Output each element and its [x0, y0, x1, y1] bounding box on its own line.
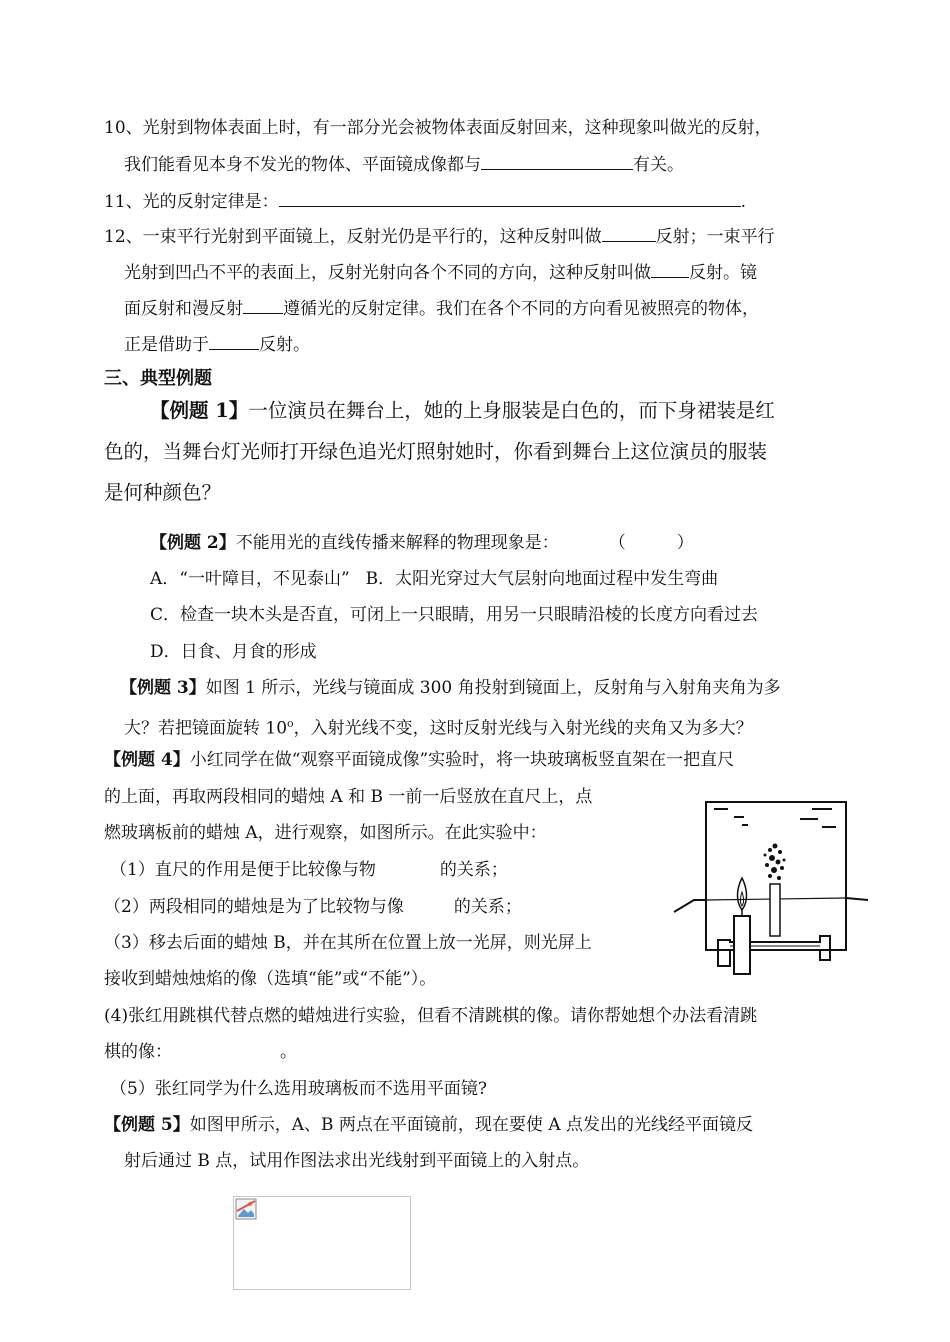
- ex3-tag: 【例题 3】: [120, 678, 206, 698]
- ex4-q2-text-b: 的关系；: [453, 897, 522, 917]
- ex2-stem: 不能用光的直线传播来解释的物理现象是：: [235, 533, 559, 553]
- table-edge-right: [846, 898, 868, 900]
- candle-a: [734, 916, 750, 974]
- ex4-q1-text-a: （1）直尺的作用是便于比较像与物: [110, 860, 376, 880]
- ex5-line2: 射后通过 B 点，试用作图法求出光线射到平面镜上的入射点。: [124, 1151, 590, 1171]
- flame-image-speckle: [764, 844, 786, 881]
- ex3-line1: [120, 676, 781, 700]
- q10-text-b: 有关。: [633, 155, 684, 175]
- ex4-q5: （5）张红同学为什么选用玻璃板而不选用平面镜?: [110, 1079, 487, 1099]
- ex4-q1: [110, 858, 508, 882]
- ex1-text-1: 一位演员在舞台上，她的上身服装是白色的，而下身裙装是红: [248, 399, 775, 422]
- ex4-tag: 【例题 4】: [104, 750, 190, 770]
- ex3-degree-sup: o: [287, 717, 294, 730]
- ex4-q4-line2: [104, 1040, 297, 1064]
- ex2-option-c: C．检查一块木头是否直，可闭上一只眼睛，用另一只眼睛沿棱的长度方向看过去: [150, 605, 759, 625]
- q12-text-1b: 反射；一束平行: [655, 227, 775, 247]
- broken-image-placeholder: [233, 1196, 411, 1290]
- candle-b: [770, 884, 780, 936]
- ex2-options-ab: [150, 567, 718, 591]
- ex2-option-b: B．太阳光穿过大气层射向地面过程中发生弯曲: [365, 569, 719, 589]
- q12-text-4b: 反射。: [259, 335, 310, 355]
- q11-end: .: [740, 192, 747, 212]
- q10-line1: [104, 116, 772, 140]
- ex4-q2: [104, 895, 522, 919]
- ex3-text-2a: 大？若把镜面旋转 10: [124, 718, 288, 739]
- table-edge-left: [674, 900, 706, 912]
- ex4-q4-line1: (4)张红用跳棋代替点燃的蜡烛进行实验，但看不清跳棋的像。请你帮她想个办法看清跳: [104, 1006, 758, 1026]
- section-title: 三、典型例题: [104, 368, 212, 389]
- q10-line2: [124, 151, 684, 177]
- q12-text-2b: 反射。镜: [689, 263, 757, 283]
- ex4-q4-text-a: 棋的像：: [104, 1042, 172, 1062]
- ex4-q3-line1: （3）移去后面的蜡烛 B，并在其所在位置上放一光屏，则光屏上: [104, 933, 592, 953]
- ex1-tag: 【例题 1】: [150, 399, 249, 422]
- ex4-q3-line2: 接收到蜡烛烛焰的像（选填“能”或“不能”）。: [104, 969, 437, 989]
- ex1-line1: [150, 397, 775, 425]
- ex4-q4-text-b: 。: [280, 1042, 297, 1062]
- q10-text-a: 我们能看见本身不发光的物体、平面镜成像都与: [124, 155, 481, 175]
- q10-text: 10、光射到物体表面上时，有一部分光会被物体表面反射回来，这种现象叫做光的反射，: [104, 118, 772, 138]
- q12-text-4a: 正是借助于: [124, 335, 209, 355]
- q12-text-2a: 光射到凹凸不平的表面上，反射光射向各个不同的方向，这种反射叫做: [124, 263, 651, 283]
- q12-line1: [104, 223, 775, 249]
- ex3-text-1: 如图 1 所示，光线与镜面成 300 角投射到镜面上，反射角与入射角夹角为多: [205, 678, 781, 698]
- ex4-line1: [104, 748, 734, 772]
- ex4-line3: 燃玻璃板前的蜡烛 A，进行观察，如图所示。在此实验中：: [104, 823, 547, 843]
- mirror-experiment-figure: [672, 790, 870, 980]
- ex5-tag: 【例题 5】: [104, 1115, 190, 1135]
- ex4-text-1: 小红同学在做“观察平面镜成像”实验时，将一块玻璃板竖直架在一把直尺: [189, 750, 735, 770]
- ex5-line1: [104, 1113, 753, 1137]
- q12-text-1a: 12、一束平行光射到平面镜上，反射光仍是平行的，这种反射叫做: [104, 227, 602, 247]
- q12-blank-2: [651, 259, 689, 278]
- glass-texture-marks: [714, 808, 836, 828]
- ex1-line2: 色的，当舞台灯光师打开绿色追光灯照射她时，你看到舞台上这位演员的服装: [104, 440, 768, 463]
- q12-blank-1: [602, 223, 656, 242]
- ex2-option-d: D．日食、月食的形成: [150, 642, 317, 662]
- ex5-text-1: 如图甲所示，A、B 两点在平面镜前，现在要使 A 点发出的光线经平面镜反: [189, 1115, 754, 1135]
- ex2-tag: 【例题 2】: [150, 533, 236, 553]
- q11-line: [104, 188, 746, 214]
- q10-blank: [481, 151, 633, 170]
- q12-text-3a: 面反射和漫反射: [124, 299, 243, 319]
- ex2-stem-line: [150, 531, 694, 555]
- ex4-q1-text-b: 的关系；: [439, 860, 508, 880]
- q11-blank: [279, 188, 741, 207]
- q11-text: 11、光的反射定律是：: [104, 192, 279, 212]
- ex2-option-a: A．“一叶障目，不见泰山”: [150, 569, 350, 589]
- q12-blank-3: [243, 295, 283, 314]
- q12-blank-4: [209, 331, 259, 350]
- ex4-q2-text-a: （2）两段相同的蜡烛是为了比较物与像: [104, 897, 404, 917]
- q12-text-3b: 遵循光的反射定律。我们在各个不同的方向看见被照亮的物体，: [283, 299, 759, 319]
- ex2-answer-paren: （ ）: [608, 533, 694, 553]
- q12-line4: [124, 331, 310, 357]
- ex3-text-2b: ，入射光线不变，这时反射光线与入射光线的夹角又为多大？: [293, 718, 753, 739]
- q12-line2: [124, 259, 757, 285]
- ex1-line3: 是何种颜色？: [104, 481, 222, 504]
- ex4-line2: 的上面，再取两段相同的蜡烛 A 和 B 一前一后竖放在直尺上，点: [104, 787, 593, 807]
- broken-image-icon: [235, 1198, 257, 1220]
- ex3-line2: [124, 712, 753, 741]
- q12-line3: [124, 295, 759, 321]
